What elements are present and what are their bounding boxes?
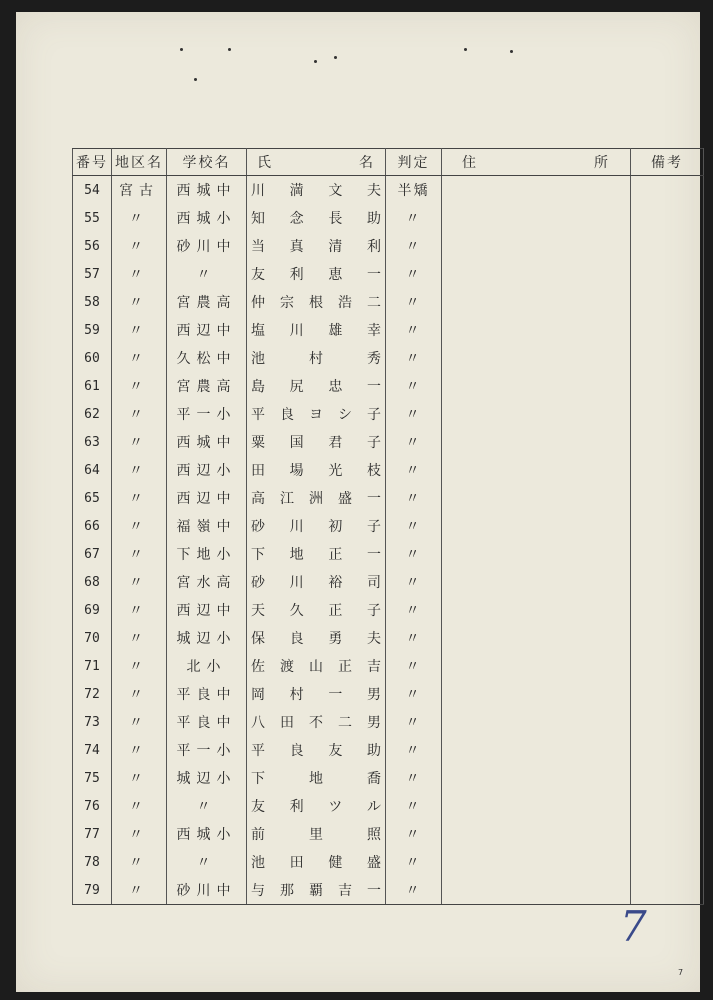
row-address xyxy=(442,764,631,792)
row-name: 仲宗根浩二 xyxy=(247,288,386,316)
row-name: 高江洲盛一 xyxy=(247,484,386,512)
punch-mark xyxy=(334,56,337,59)
table-row xyxy=(73,484,704,512)
row-judgement: 〃 xyxy=(386,344,442,372)
table-row xyxy=(73,596,704,624)
row-judgement: 〃 xyxy=(386,288,442,316)
row-judgement: 〃 xyxy=(386,316,442,344)
row-judgement: 〃 xyxy=(386,456,442,484)
row-area: 〃 xyxy=(112,876,167,905)
row-judgement: 〃 xyxy=(386,736,442,764)
row-number: 79 xyxy=(73,876,112,905)
row-number: 62 xyxy=(73,400,112,428)
row-address xyxy=(442,344,631,372)
row-address xyxy=(442,484,631,512)
table-row xyxy=(73,316,704,344)
header-area: 地区名 xyxy=(112,149,167,176)
row-school: 宮農高 xyxy=(167,372,247,400)
row-school: 西城小 xyxy=(167,204,247,232)
row-address xyxy=(442,456,631,484)
roster-table xyxy=(72,148,704,905)
row-school: 城辺小 xyxy=(167,624,247,652)
row-judgement: 〃 xyxy=(386,204,442,232)
roster-body xyxy=(73,176,704,905)
row-area: 〃 xyxy=(112,708,167,736)
row-address xyxy=(442,848,631,876)
row-address xyxy=(442,400,631,428)
row-number: 67 xyxy=(73,540,112,568)
table-row xyxy=(73,540,704,568)
row-number: 75 xyxy=(73,764,112,792)
row-area: 〃 xyxy=(112,792,167,820)
row-address xyxy=(442,232,631,260)
row-area: 〃 xyxy=(112,288,167,316)
row-judgement: 〃 xyxy=(386,652,442,680)
row-judgement: 半矯 xyxy=(386,176,442,205)
row-note xyxy=(631,596,704,624)
row-address xyxy=(442,568,631,596)
row-address xyxy=(442,876,631,905)
punch-mark xyxy=(314,60,317,63)
row-judgement: 〃 xyxy=(386,512,442,540)
row-number: 72 xyxy=(73,680,112,708)
row-judgement: 〃 xyxy=(386,708,442,736)
row-judgement: 〃 xyxy=(386,568,442,596)
row-judgement: 〃 xyxy=(386,624,442,652)
row-name: 島尻忠一 xyxy=(247,372,386,400)
row-judgement: 〃 xyxy=(386,400,442,428)
table-row xyxy=(73,736,704,764)
row-note xyxy=(631,736,704,764)
row-note xyxy=(631,344,704,372)
table-row xyxy=(73,400,704,428)
row-name: 天久正子 xyxy=(247,596,386,624)
row-school: 西辺中 xyxy=(167,316,247,344)
row-name: 川満文夫 xyxy=(247,176,386,205)
row-name: 八田不二男 xyxy=(247,708,386,736)
row-number: 57 xyxy=(73,260,112,288)
row-address xyxy=(442,176,631,205)
punch-mark xyxy=(180,48,183,51)
row-school: 〃 xyxy=(167,260,247,288)
row-name: 平良友助 xyxy=(247,736,386,764)
row-number: 70 xyxy=(73,624,112,652)
table-row xyxy=(73,512,704,540)
row-note xyxy=(631,204,704,232)
row-number: 55 xyxy=(73,204,112,232)
row-school: 平一小 xyxy=(167,736,247,764)
row-name: 田場光枝 xyxy=(247,456,386,484)
row-name: 佐渡山正吉 xyxy=(247,652,386,680)
row-address xyxy=(442,820,631,848)
row-note xyxy=(631,316,704,344)
row-address xyxy=(442,512,631,540)
row-note xyxy=(631,764,704,792)
row-judgement: 〃 xyxy=(386,764,442,792)
row-address xyxy=(442,288,631,316)
row-address xyxy=(442,596,631,624)
row-number: 63 xyxy=(73,428,112,456)
header-note: 備考 xyxy=(631,149,704,176)
row-judgement: 〃 xyxy=(386,876,442,905)
row-address xyxy=(442,792,631,820)
table-row xyxy=(73,680,704,708)
header-address: 住所 xyxy=(442,149,631,176)
row-number: 69 xyxy=(73,596,112,624)
row-number: 54 xyxy=(73,176,112,205)
row-school: 西城小 xyxy=(167,820,247,848)
table-row xyxy=(73,204,704,232)
row-note xyxy=(631,848,704,876)
row-note xyxy=(631,428,704,456)
row-area: 〃 xyxy=(112,568,167,596)
row-address xyxy=(442,624,631,652)
row-area: 〃 xyxy=(112,428,167,456)
row-judgement: 〃 xyxy=(386,428,442,456)
row-judgement: 〃 xyxy=(386,596,442,624)
row-note xyxy=(631,624,704,652)
table-row xyxy=(73,568,704,596)
row-area: 〃 xyxy=(112,316,167,344)
row-area: 〃 xyxy=(112,764,167,792)
row-school: 〃 xyxy=(167,792,247,820)
corner-mark: 7 xyxy=(678,968,684,977)
row-school: 西辺中 xyxy=(167,596,247,624)
table-row xyxy=(73,652,704,680)
row-area: 〃 xyxy=(112,848,167,876)
row-note xyxy=(631,232,704,260)
row-name: 当真清利 xyxy=(247,232,386,260)
row-note xyxy=(631,792,704,820)
table-row xyxy=(73,232,704,260)
table-row xyxy=(73,876,704,905)
row-area: 〃 xyxy=(112,232,167,260)
row-school: 平良中 xyxy=(167,708,247,736)
row-school: 平一小 xyxy=(167,400,247,428)
row-judgement: 〃 xyxy=(386,372,442,400)
row-judgement: 〃 xyxy=(386,680,442,708)
row-school: 西城中 xyxy=(167,428,247,456)
row-school: 西辺中 xyxy=(167,484,247,512)
row-note xyxy=(631,820,704,848)
row-name: 下地喬 xyxy=(247,764,386,792)
row-note xyxy=(631,540,704,568)
row-address xyxy=(442,708,631,736)
row-address xyxy=(442,260,631,288)
row-name: 前里照 xyxy=(247,820,386,848)
row-judgement: 〃 xyxy=(386,260,442,288)
row-area: 〃 xyxy=(112,736,167,764)
row-name: 砂川裕司 xyxy=(247,568,386,596)
row-area: 〃 xyxy=(112,484,167,512)
row-name: 友利ツル xyxy=(247,792,386,820)
row-number: 58 xyxy=(73,288,112,316)
table-row xyxy=(73,176,704,205)
table-row xyxy=(73,848,704,876)
row-school: 宮水高 xyxy=(167,568,247,596)
row-area: 〃 xyxy=(112,820,167,848)
row-judgement: 〃 xyxy=(386,484,442,512)
row-name: 知念長助 xyxy=(247,204,386,232)
row-name: 保良勇夫 xyxy=(247,624,386,652)
row-note xyxy=(631,708,704,736)
row-school: 西辺小 xyxy=(167,456,247,484)
table-row xyxy=(73,764,704,792)
row-school: 久松中 xyxy=(167,344,247,372)
row-name: 砂川初子 xyxy=(247,512,386,540)
row-area: 〃 xyxy=(112,260,167,288)
row-name: 池田健盛 xyxy=(247,848,386,876)
row-note xyxy=(631,260,704,288)
row-note xyxy=(631,680,704,708)
row-area: 〃 xyxy=(112,344,167,372)
punch-mark xyxy=(510,50,513,53)
row-school: 下地小 xyxy=(167,540,247,568)
row-judgement: 〃 xyxy=(386,848,442,876)
handwritten-page-number: 7 xyxy=(620,902,647,951)
row-area: 〃 xyxy=(112,512,167,540)
row-area: 〃 xyxy=(112,456,167,484)
row-name: 粟国君子 xyxy=(247,428,386,456)
row-number: 61 xyxy=(73,372,112,400)
row-area: 〃 xyxy=(112,540,167,568)
row-area: 〃 xyxy=(112,652,167,680)
punch-mark xyxy=(228,48,231,51)
table-row xyxy=(73,708,704,736)
row-name: 友利恵一 xyxy=(247,260,386,288)
table-row xyxy=(73,260,704,288)
row-school: 城辺小 xyxy=(167,764,247,792)
row-name: 岡村一男 xyxy=(247,680,386,708)
row-number: 56 xyxy=(73,232,112,260)
row-note xyxy=(631,372,704,400)
row-note xyxy=(631,176,704,205)
row-area: 〃 xyxy=(112,372,167,400)
row-school: 〃 xyxy=(167,848,247,876)
punch-mark xyxy=(194,78,197,81)
row-name: 池村秀 xyxy=(247,344,386,372)
row-area: 宮古 xyxy=(112,176,167,205)
row-note xyxy=(631,568,704,596)
header-number: 番号 xyxy=(73,149,112,176)
row-note xyxy=(631,484,704,512)
table-row xyxy=(73,456,704,484)
row-school: 北小 xyxy=(167,652,247,680)
row-address xyxy=(442,372,631,400)
row-note xyxy=(631,652,704,680)
row-name: 下地正一 xyxy=(247,540,386,568)
row-number: 65 xyxy=(73,484,112,512)
header-judgement: 判定 xyxy=(386,149,442,176)
row-address xyxy=(442,680,631,708)
table-row xyxy=(73,428,704,456)
row-address xyxy=(442,204,631,232)
table-row xyxy=(73,344,704,372)
row-area: 〃 xyxy=(112,204,167,232)
table-header-row xyxy=(73,149,704,176)
row-address xyxy=(442,540,631,568)
row-number: 74 xyxy=(73,736,112,764)
row-judgement: 〃 xyxy=(386,540,442,568)
row-note xyxy=(631,456,704,484)
header-school: 学校名 xyxy=(167,149,247,176)
row-name: 塩川雄幸 xyxy=(247,316,386,344)
row-school: 砂川中 xyxy=(167,232,247,260)
table-row xyxy=(73,288,704,316)
header-name: 氏名 xyxy=(247,149,386,176)
row-address xyxy=(442,736,631,764)
row-number: 64 xyxy=(73,456,112,484)
row-number: 71 xyxy=(73,652,112,680)
punch-mark xyxy=(464,48,467,51)
table-row xyxy=(73,624,704,652)
row-note xyxy=(631,512,704,540)
row-number: 77 xyxy=(73,820,112,848)
table-row xyxy=(73,792,704,820)
row-number: 66 xyxy=(73,512,112,540)
row-note xyxy=(631,400,704,428)
row-name: 与那覇吉一 xyxy=(247,876,386,905)
row-address xyxy=(442,652,631,680)
row-judgement: 〃 xyxy=(386,792,442,820)
row-number: 68 xyxy=(73,568,112,596)
row-address xyxy=(442,428,631,456)
row-number: 59 xyxy=(73,316,112,344)
row-number: 73 xyxy=(73,708,112,736)
row-area: 〃 xyxy=(112,400,167,428)
row-school: 宮農高 xyxy=(167,288,247,316)
row-judgement: 〃 xyxy=(386,232,442,260)
table-row xyxy=(73,372,704,400)
row-school: 平良中 xyxy=(167,680,247,708)
row-area: 〃 xyxy=(112,624,167,652)
row-school: 砂川中 xyxy=(167,876,247,905)
row-number: 78 xyxy=(73,848,112,876)
row-note xyxy=(631,288,704,316)
row-number: 60 xyxy=(73,344,112,372)
row-school: 西城中 xyxy=(167,176,247,205)
row-judgement: 〃 xyxy=(386,820,442,848)
row-area: 〃 xyxy=(112,680,167,708)
row-school: 福嶺中 xyxy=(167,512,247,540)
row-address xyxy=(442,316,631,344)
row-note xyxy=(631,876,704,905)
table-row xyxy=(73,820,704,848)
row-area: 〃 xyxy=(112,596,167,624)
row-name: 平良ヨシ子 xyxy=(247,400,386,428)
row-number: 76 xyxy=(73,792,112,820)
